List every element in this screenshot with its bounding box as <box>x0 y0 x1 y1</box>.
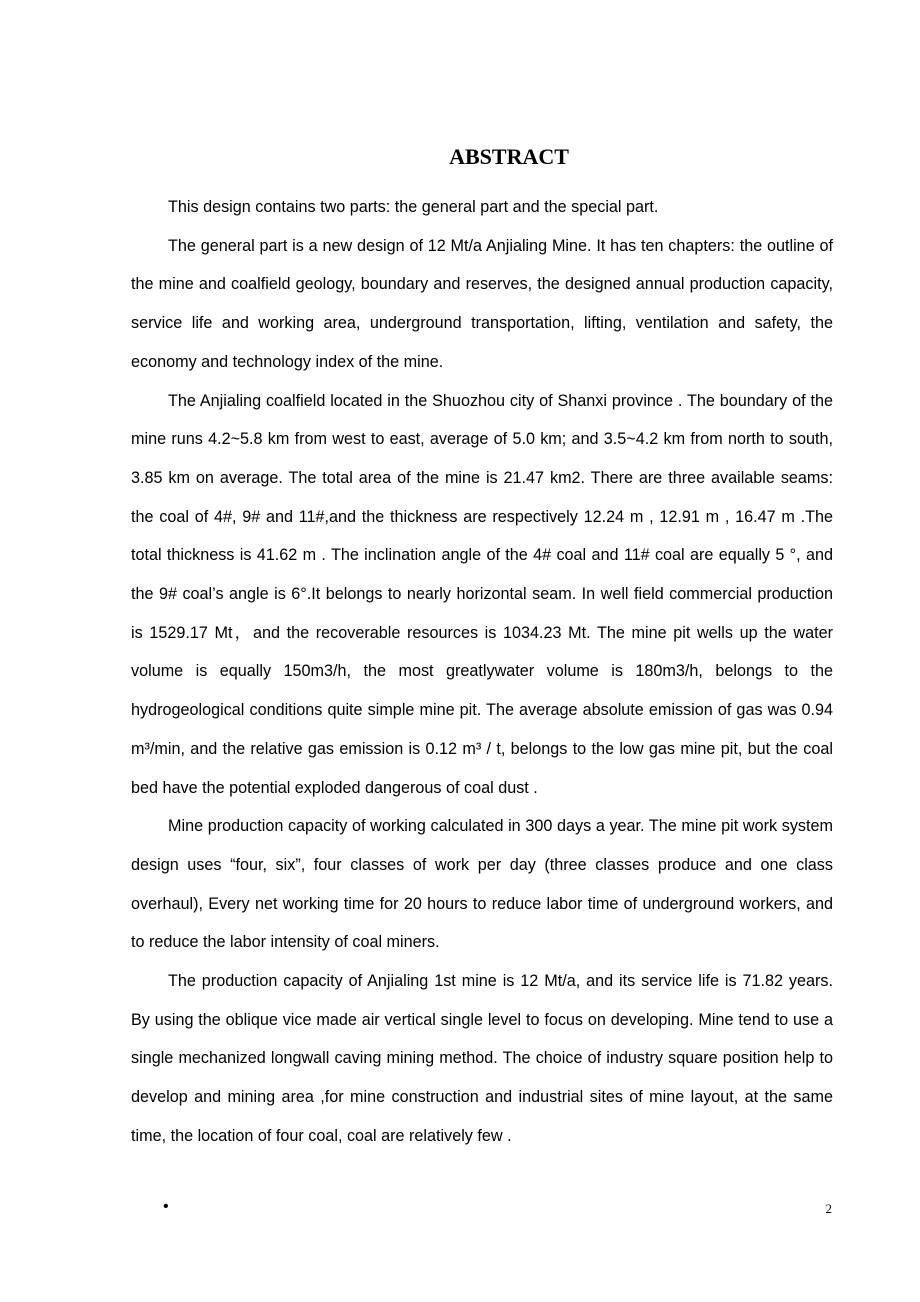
footer-bullet-marker: • <box>163 1198 169 1215</box>
paragraph-3: The Anjialing coalfield located in the Shuozhou city of Shanxi province . The boundary of the mine runs 4.2~5.8 km from west to east, average of 5.0 km; and 3.5~4.2 km from north to south, 3.85 km on average. The total area of the mine is 21.47 km2. There are three available seams: the coal of 4#, 9# and 11#,and the thickness are respectively 12.24 m , 12.91 m , 16.47 m .The total thickness is 41.62 m . The inclination angle of the 4# coal and 11# coal are equally 5 °, and the 9# coal’s angle is 6°.It belongs to nearly horizontal seam. In well field commercial production is 1529.17 Mt，and the recoverable resources is 1034.23 Mt. The mine pit wells up the water volume is equally 150m3/h, the most greatlywater volume is 180m3/h, belongs to the hydrogeological conditions quite simple mine pit. The average absolute emission of gas was 0.94 m³/min, and the relative gas emission is 0.12 m³ / t, belongs to the low gas mine pit, but the coal bed have the potential exploded dangerous of coal dust . <box>131 391 833 797</box>
paragraph-2: The general part is a new design of 12 Mt/a Anjialing Mine. It has ten chapters: the outline of the mine and coalfield geology, boundary and reserves, the designed annual production capacity, service life and working area, underground transportation, lifting, ventilation and safety, the economy and technology index of the mine. <box>131 236 833 371</box>
paragraph-1: This design contains two parts: the general part and the special part. <box>168 198 659 216</box>
paragraph-5: The production capacity of Anjialing 1st mine is 12 Mt/a, and its service life is 71.82 years. By using the oblique vice made air vertical single level to focus on developing. Mine tend to use a single mechanized longwall caving mining method. The choice of industry square position help to develop and mining area ,for mine construction and industrial sites of mine layout, at the same time, the location of four coal, coal are relatively few . <box>131 972 833 1145</box>
paragraph-4: Mine production capacity of working calculated in 300 days a year. The mine pit work system design uses “four, six”, four classes of work per day (three classes produce and one class overhaul), Every net working time for 20 hours to reduce labor time of underground workers, and to reduce the labor intensity of coal miners. <box>131 817 833 952</box>
page-number: 2 <box>825 1201 832 1216</box>
page-title: ABSTRACT <box>449 144 569 169</box>
abstract-body <box>131 188 833 1156</box>
